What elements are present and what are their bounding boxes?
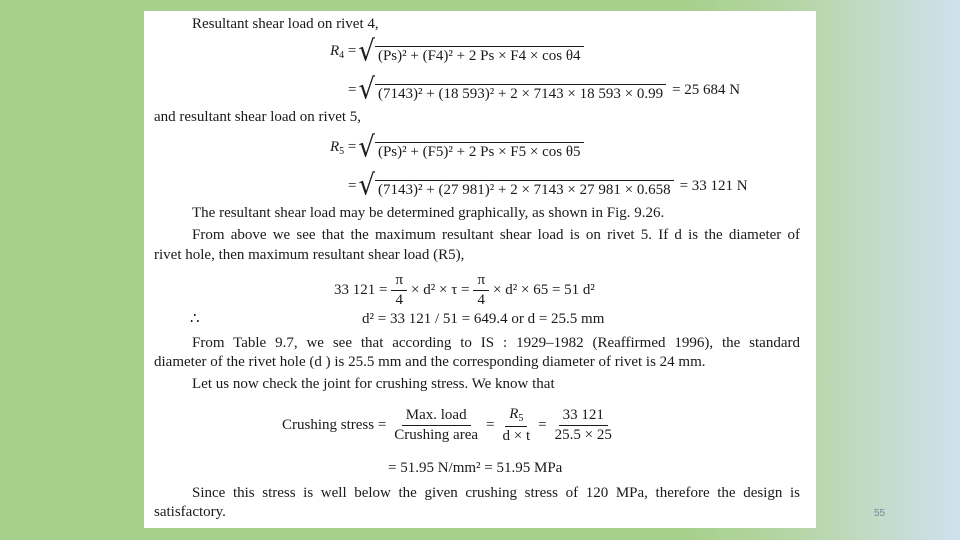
r4-formula-radicand: (Ps)² + (F4)² + 2 Ps × F4 × cos θ4 xyxy=(375,46,584,64)
r5-numeric-radicand: (7143)² + (27 981)² + 2 × 7143 × 27 981 × 0.658 xyxy=(375,180,674,198)
crushing-result: = 51.95 N/mm² = 51.95 MPa xyxy=(388,460,563,476)
text-line-rivet4-intro: Resultant shear load on rivet 4, xyxy=(192,16,379,32)
four-denominator-2: 4 xyxy=(477,292,485,308)
text-line-max-load: From above we see that the maximum resultant shear load is on rivet 5. If d is the diameter of xyxy=(192,227,800,243)
text-line-rivet5-intro: and resultant shear load on rivet 5, xyxy=(154,109,362,125)
crush-num-3: 33 121 xyxy=(559,408,608,426)
equation-r5-numeric: = √ (7143)² + (27 981)² + 2 × 7143 × 27 981 × 0.658 = 33 121 N xyxy=(348,169,748,203)
four-denominator-1: 4 xyxy=(395,292,403,308)
equation-r4-formula: $R_4$ = √ (Ps)² + (F4)² + 2 Ps × F4 × cos θ4 xyxy=(330,41,586,64)
pi-numerator-2: π xyxy=(473,273,489,291)
text-line-diameter: diameter of the rivet hole (d ) is 25.5 mm and the corresponding diameter of rivet is 24 mm. xyxy=(154,354,706,370)
r5-formula-radicand: (Ps)² + (F5)² + 2 Ps × F5 × cos θ5 xyxy=(375,142,584,160)
equation-load xyxy=(334,273,595,308)
slide-page-number: 55 xyxy=(874,508,886,519)
crush-den-3: 25.5 × 25 xyxy=(554,427,612,443)
text-line-crushing-check: Let us now check the joint for crushing stress. We know that xyxy=(192,376,555,392)
equation-r5-formula: $R_5$ = √ (Ps)² + (F5)² + 2 Ps × F5 × cos θ5 xyxy=(330,137,586,160)
text-line-conclusion: Since this stress is well below the given crushing stress of 120 MPa, therefore the design is xyxy=(192,485,800,501)
crush-num-1: Max. load xyxy=(402,408,471,426)
text-line-satisfactory: satisfactory. xyxy=(154,504,226,520)
r4-numeric-radicand: (7143)² + (18 593)² + 2 × 7143 × 18 593 × 0.99 xyxy=(375,84,666,102)
r4-result: = 25 684 N xyxy=(672,82,741,99)
load-mid: × d² × τ = xyxy=(411,282,470,298)
load-right: × d² × 65 = 51 d² xyxy=(493,282,595,298)
load-lhs: 33 121 = xyxy=(334,282,388,298)
equation-r4-numeric: = √ (7143)² + (18 593)² + 2 × 7143 × 18 593 × 0.99 = 25 684 N xyxy=(348,73,741,107)
therefore-symbol: ∴ xyxy=(190,311,200,327)
text-line-rivet-hole: rivet hole, then maximum resultant shear load (R5), xyxy=(154,247,465,263)
equation-d-value: d² = 33 121 / 51 = 649.4 or d = 25.5 mm xyxy=(362,311,605,327)
equation-crushing-stress: Crushing stress = $\frac{\text{Max. load}}{\text{Crushing area}}$ = $\frac{R_5}{d \times t}$ = $\frac{33 121}{25.5 \times 25}$ xyxy=(282,407,620,444)
crush-den-2: d × t xyxy=(502,428,531,444)
text-line-graphical: The resultant shear load may be determined graphically, as shown in Fig. 9.26. xyxy=(192,205,665,221)
text-line-table: From Table 9.7, we see that according to IS : 1929–1982 (Reaffirmed 1996), the standard xyxy=(192,335,800,351)
crush-den-1: Crushing area xyxy=(394,427,479,443)
document-page xyxy=(144,11,816,528)
crushing-label: Crushing stress = xyxy=(282,417,387,433)
r5-result: = 33 121 N xyxy=(679,178,748,195)
pi-numerator-1: π xyxy=(391,273,407,291)
